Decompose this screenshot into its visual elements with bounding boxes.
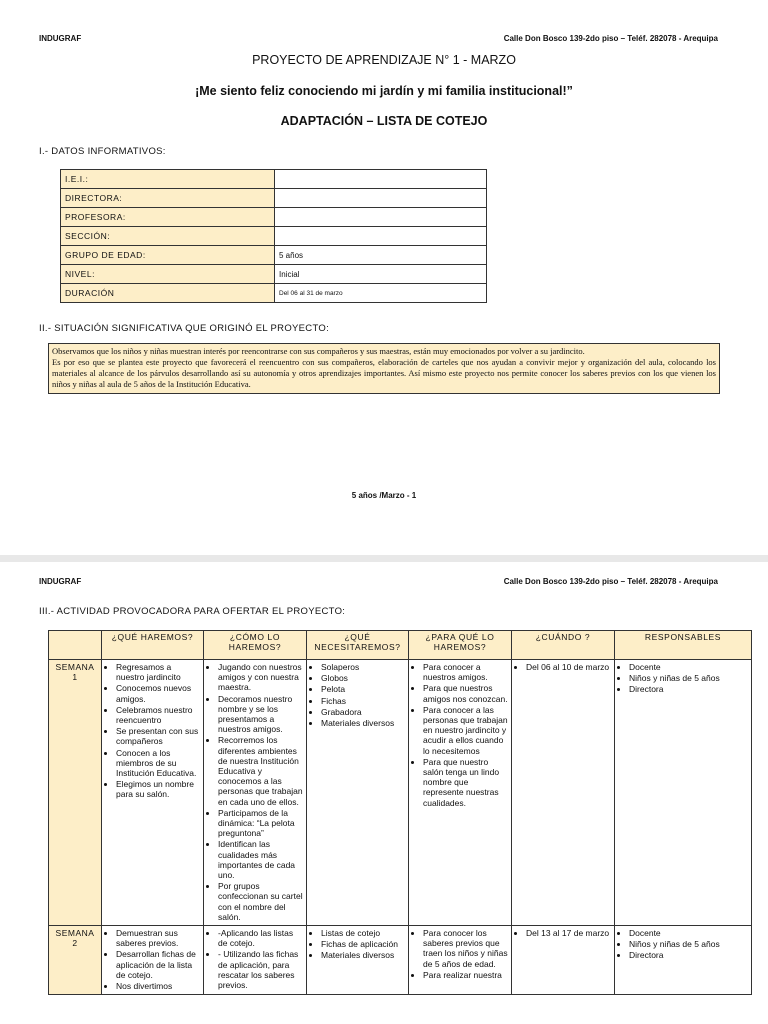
cell-cuando xyxy=(512,926,615,995)
week-label: SEMANA 1 xyxy=(49,660,102,926)
section-title-actividad: III.- ACTIVIDAD PROVOCADORA PARA OFERTAR EL PROYECTO: xyxy=(39,606,346,617)
bullet-list xyxy=(207,928,303,990)
table-row xyxy=(49,660,752,926)
week-label: SEMANA 2 xyxy=(49,926,102,995)
page-footer: 5 años /Marzo - 1 xyxy=(351,491,417,500)
list-item: • Globos xyxy=(321,673,405,683)
list-item: • Para conocer a nuestros amigos. xyxy=(423,662,508,682)
list-item: • Niños y niñas de 5 años xyxy=(629,939,748,949)
cell-necesitaremos xyxy=(307,660,409,926)
list-item: • Nos divertimos xyxy=(116,981,200,991)
info-row xyxy=(61,265,487,284)
info-value: 5 años xyxy=(275,246,487,265)
cell-como xyxy=(204,926,307,995)
list-item: • Del 06 al 10 de marzo xyxy=(526,662,611,672)
bullet-list xyxy=(207,662,303,922)
bullet-list xyxy=(105,928,200,991)
list-item: • Por grupos confeccionan su cartel con el nombre del salón. xyxy=(218,881,303,922)
list-item: • Participamos de la dinámica: “La pelota preguntona” xyxy=(218,808,303,839)
info-value: Inicial xyxy=(275,265,487,284)
list-item: • Regresamos a nuestro jardincito xyxy=(116,662,200,682)
bullet-list xyxy=(412,662,508,808)
list-item: • Grabadora xyxy=(321,707,405,717)
section-title-situacion: II.- SITUACIÓN SIGNIFICATIVA QUE ORIGINÓ EL PROYECTO: xyxy=(39,323,330,334)
cell-que xyxy=(102,660,204,926)
activity-table xyxy=(48,630,752,995)
column-header: RESPONSABLES xyxy=(615,631,752,660)
list-item: • Solaperos xyxy=(321,662,405,672)
project-title: PROYECTO DE APRENDIZAJE N° 1 - MARZO xyxy=(252,53,516,67)
bullet-list xyxy=(618,662,748,695)
info-value xyxy=(275,170,487,189)
project-heading: ADAPTACIÓN – LISTA DE COTEJO xyxy=(280,114,488,128)
cell-necesitaremos xyxy=(307,926,409,995)
table-row xyxy=(49,926,752,995)
list-item: • Para realizar nuestra xyxy=(423,970,508,980)
list-item: • Celebramos nuestro reencuentro xyxy=(116,705,200,725)
list-item: • Pelota xyxy=(321,684,405,694)
list-item: • Decoramos nuestro nombre y se los presentamos a nuestros amigos. xyxy=(218,694,303,735)
info-label: SECCIÓN: xyxy=(61,227,275,246)
info-label: DURACIÓN xyxy=(61,284,275,303)
header-company: INDUGRAF xyxy=(39,34,82,43)
cell-para-que xyxy=(409,660,512,926)
situation-paragraph-1: Observamos que los niños y niñas muestran interés por reencontrarse con sus compañeros y sus maestras, están muy emocionados por volver a su jardincito. xyxy=(52,346,585,356)
list-item: • -Aplicando las listas de cotejo. xyxy=(218,928,303,948)
list-item: • - Utilizando las fichas de aplicación, para rescatar los saberes previos. xyxy=(218,949,303,990)
cell-que xyxy=(102,926,204,995)
list-item: • Niños y niñas de 5 años xyxy=(629,673,748,683)
list-item: • Fichas de aplicación xyxy=(321,939,405,949)
cell-responsables xyxy=(615,660,752,926)
list-item: • Materiales diversos xyxy=(321,950,405,960)
cell-cuando xyxy=(512,660,615,926)
column-header xyxy=(49,631,102,660)
info-value xyxy=(275,189,487,208)
list-item: • Fichas xyxy=(321,696,405,706)
project-subtitle: ¡Me siento feliz conociendo mi jardín y mi familia institucional!” xyxy=(195,84,573,98)
column-header: ¿PARA QUÉ LO HAREMOS? xyxy=(409,631,512,660)
list-item: • Para que nuestro salón tenga un lindo nombre que represente nuestras cualidades. xyxy=(423,757,508,808)
list-item: • Docente xyxy=(629,928,748,938)
info-label: DIRECTORA: xyxy=(61,189,275,208)
header-address: Calle Don Bosco 139-2do piso – Teléf. 282078 - Arequipa xyxy=(503,577,718,586)
list-item: • Para que nuestros amigos nos conozcan. xyxy=(423,683,508,703)
header-address: Calle Don Bosco 139-2do piso – Teléf. 282078 - Arequipa xyxy=(503,34,718,43)
info-value xyxy=(275,227,487,246)
info-table xyxy=(60,169,487,303)
cell-responsables xyxy=(615,926,752,995)
bullet-list xyxy=(310,928,405,961)
info-row xyxy=(61,189,487,208)
info-label: GRUPO DE EDAD: xyxy=(61,246,275,265)
info-row xyxy=(61,284,487,303)
list-item: • Conocemos nuevos amigos. xyxy=(116,683,200,703)
list-item: • Directora xyxy=(629,950,748,960)
list-item: • Recorremos los diferentes ambientes de nuestra Institución Educativa y conocemos a las personas que trabajan en cada uno de ellos. xyxy=(218,735,303,806)
bullet-list xyxy=(310,662,405,728)
list-item: • Materiales diversos xyxy=(321,718,405,728)
column-header: ¿CÓMO LO HAREMOS? xyxy=(204,631,307,660)
list-item: • Identifican las cualidades más importantes de cada uno. xyxy=(218,839,303,880)
section-title-datos: I.- DATOS INFORMATIVOS: xyxy=(39,146,166,157)
info-label: I.E.I.: xyxy=(61,170,275,189)
column-header: ¿QUÉ NECESITAREMOS? xyxy=(307,631,409,660)
list-item: • Para conocer los saberes previos que traen los niños y niñas de 5 años de edad. xyxy=(423,928,508,969)
bullet-list xyxy=(105,662,200,800)
situation-box xyxy=(48,343,720,394)
info-value xyxy=(275,208,487,227)
bullet-list xyxy=(618,928,748,961)
list-item: • Se presentan con sus compañeros xyxy=(116,726,200,746)
column-header: ¿QUÉ HAREMOS? xyxy=(102,631,204,660)
list-item: • Demuestran sus saberes previos. xyxy=(116,928,200,948)
column-header: ¿CUÁNDO ? xyxy=(512,631,615,660)
info-row xyxy=(61,208,487,227)
info-row xyxy=(61,227,487,246)
bullet-list xyxy=(515,928,611,938)
list-item: • Elegimos un nombre para su salón. xyxy=(116,779,200,799)
header-company: INDUGRAF xyxy=(39,577,82,586)
info-row xyxy=(61,246,487,265)
list-item: • Jugando con nuestros amigos y con nuestra maestra. xyxy=(218,662,303,693)
cell-como xyxy=(204,660,307,926)
document-page-2 xyxy=(0,562,768,1024)
bullet-list xyxy=(515,662,611,672)
situation-paragraph-2: Es por eso que se plantea este proyecto que favorecerá el reencuentro con sus compañeros, elaboración de carteles que nos ayudan a convivir mejor y organización del aula, colocando los materiales al alcance de los párvulos desarrollando así su autonomía y otros aprendizajes importantes. Así mismo este proyecto nos permite conocer los saberes previos con los que vienen los niños y niñas al aula de 5 años de la Institución Educativa. xyxy=(52,357,716,389)
info-row xyxy=(61,170,487,189)
list-item: • Directora xyxy=(629,684,748,694)
list-item: • Desarrollan fichas de aplicación de la lista de cotejo. xyxy=(116,949,200,980)
cell-para-que xyxy=(409,926,512,995)
list-item: • Listas de cotejo xyxy=(321,928,405,938)
bullet-list xyxy=(412,928,508,980)
info-value: Del 06 al 31 de marzo xyxy=(275,284,487,303)
info-label: NIVEL: xyxy=(61,265,275,284)
list-item: • Del 13 al 17 de marzo xyxy=(526,928,611,938)
list-item: • Docente xyxy=(629,662,748,672)
list-item: • Para conocer a las personas que trabajan en nuestro jardincito y acudir a ellos cuando lo necesitemos xyxy=(423,705,508,756)
list-item: • Conocen a los miembros de su Institución Educativa. xyxy=(116,748,200,779)
info-label: PROFESORA: xyxy=(61,208,275,227)
